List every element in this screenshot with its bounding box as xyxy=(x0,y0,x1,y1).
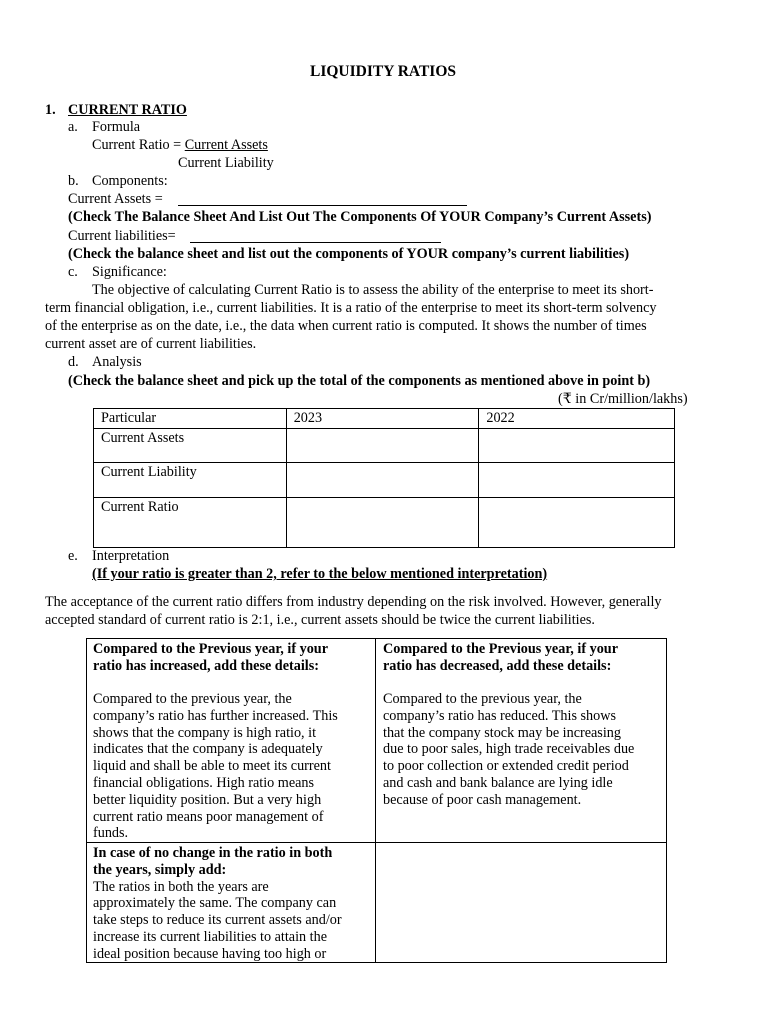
text-line: ratio has increased, add these details: xyxy=(93,657,319,674)
interpretation-note: (If your ratio is greater than 2, refer to the below mentioned interpretation) xyxy=(92,566,548,582)
significance-line-4: current asset are of current liabilities. xyxy=(45,336,257,352)
text-line: ideal position because having too high or xyxy=(93,945,327,962)
text-line: the years, simply add: xyxy=(93,861,227,878)
text-line: financial obligations. High ratio means xyxy=(93,774,315,791)
significance-line-3: of the enterprise as on the date, i.e., the data when current ratio is computed. It shows the number of times xyxy=(45,318,647,334)
text-line: to poor collection or extended credit period xyxy=(383,758,629,775)
text-line: approximately the same. The company can xyxy=(93,895,337,912)
table-row xyxy=(94,498,675,548)
acceptance-line-2: accepted standard of current ratio is 2:1, i.e., current assets should be twice the current liabilities. xyxy=(45,612,595,628)
text-line: indicates that the company is adequately xyxy=(93,741,323,758)
text-line: shows that the company is high ratio, it xyxy=(93,724,317,741)
item-e-marker: e. xyxy=(68,548,78,564)
significance-line-1: The objective of calculating Current Ratio is to assess the ability of the enterprise to meet its short- xyxy=(92,282,654,298)
formula-denominator: Current Liability xyxy=(178,155,274,171)
item-b-marker: b. xyxy=(68,173,79,189)
formula xyxy=(92,137,268,154)
text-line: The ratios in both the years are xyxy=(93,878,269,895)
increased-body xyxy=(93,691,338,842)
text-line: funds. xyxy=(93,825,129,842)
text-line: Compared to the previous year, the xyxy=(383,691,582,707)
table-cell: Current Ratio xyxy=(94,498,287,548)
table-row xyxy=(94,463,675,498)
decreased-heading xyxy=(383,641,618,675)
text-line: Compared to the Previous year, if your xyxy=(93,641,328,657)
text-line: and cash and bank balance are lying idle xyxy=(383,774,613,791)
text-line: increase its current liabilities to attain the xyxy=(93,928,328,945)
current-liabilities-label: Current liabilities= xyxy=(68,228,176,244)
item-d-label: Analysis xyxy=(92,354,142,370)
text-line: Compared to the Previous year, if your xyxy=(383,641,618,657)
current-liabilities-blank xyxy=(190,242,441,243)
table-header-cell: 2023 xyxy=(286,409,479,429)
analysis-note: (Check the balance sheet and pick up the total of the components as mentioned above in point b) xyxy=(68,373,651,389)
item-c-label: Significance: xyxy=(92,264,167,280)
text-line: Compared to the previous year, the xyxy=(93,691,292,707)
table-cell: Current Assets xyxy=(94,429,287,463)
item-a-label: Formula xyxy=(92,119,141,135)
table-cell[interactable] xyxy=(479,429,675,463)
text-line: current ratio means poor management of xyxy=(93,808,324,825)
table-cell[interactable] xyxy=(286,429,479,463)
text-line: because of poor cash management. xyxy=(383,791,582,808)
text-line: that the company stock may be increasing xyxy=(383,724,621,741)
text-line: due to poor sales, high trade receivables due xyxy=(383,741,635,758)
current-liabilities-note: (Check the balance sheet and list out the components of YOUR company’s current liabilities) xyxy=(68,246,630,262)
item-a-marker: a. xyxy=(68,119,78,135)
acceptance-line-1: The acceptance of the current ratio differs from industry depending on the risk involved. However, generally xyxy=(45,594,662,610)
table-header-cell: 2022 xyxy=(479,409,675,429)
text-line: ratio has decreased, add these details: xyxy=(383,657,612,674)
table-header-row xyxy=(94,409,675,429)
table-cell: Current Liability xyxy=(94,463,287,498)
formula-numerator: Current Assets xyxy=(184,137,268,153)
table-cell[interactable] xyxy=(479,498,675,548)
formula-lhs: Current Ratio = xyxy=(92,137,185,153)
no-change-cell xyxy=(93,845,342,963)
decreased-body xyxy=(383,691,634,809)
table-cell[interactable] xyxy=(286,463,479,498)
item-e-label: Interpretation xyxy=(92,548,170,564)
analysis-table xyxy=(93,408,675,548)
increased-heading xyxy=(93,641,328,675)
units-note: (₹ in Cr/million/lakhs) xyxy=(558,391,688,407)
table-header-cell: Particular xyxy=(94,409,287,429)
table-row xyxy=(94,429,675,463)
text-line: company’s ratio has reduced. This shows xyxy=(383,707,616,724)
text-line: company’s ratio has further increased. This xyxy=(93,707,338,724)
section-title: CURRENT RATIO xyxy=(68,102,187,118)
text-line: liquid and shall be able to meet its current xyxy=(93,758,331,775)
table-divider-vertical xyxy=(375,638,376,963)
table-cell[interactable] xyxy=(479,463,675,498)
item-d-marker: d. xyxy=(68,354,79,370)
current-assets-note: (Check The Balance Sheet And List Out The Components Of YOUR Company’s Current Assets) xyxy=(68,209,652,225)
table-cell[interactable] xyxy=(286,498,479,548)
item-c-marker: c. xyxy=(68,264,78,280)
current-assets-label: Current Assets = xyxy=(68,191,163,207)
section-number: 1. xyxy=(45,102,56,118)
significance-line-2: term financial obligation, i.e., current liabilities. It is a ratio of the enterprise to meet its short-term solvency xyxy=(45,300,657,316)
page-title: LIQUIDITY RATIOS xyxy=(310,63,456,80)
text-line: take steps to reduce its current assets and/or xyxy=(93,912,342,929)
item-b-label: Components: xyxy=(92,173,168,189)
current-assets-blank xyxy=(178,205,467,206)
text-line: better liquidity position. But a very high xyxy=(93,791,322,808)
text-line: In case of no change in the ratio in both xyxy=(93,845,333,861)
